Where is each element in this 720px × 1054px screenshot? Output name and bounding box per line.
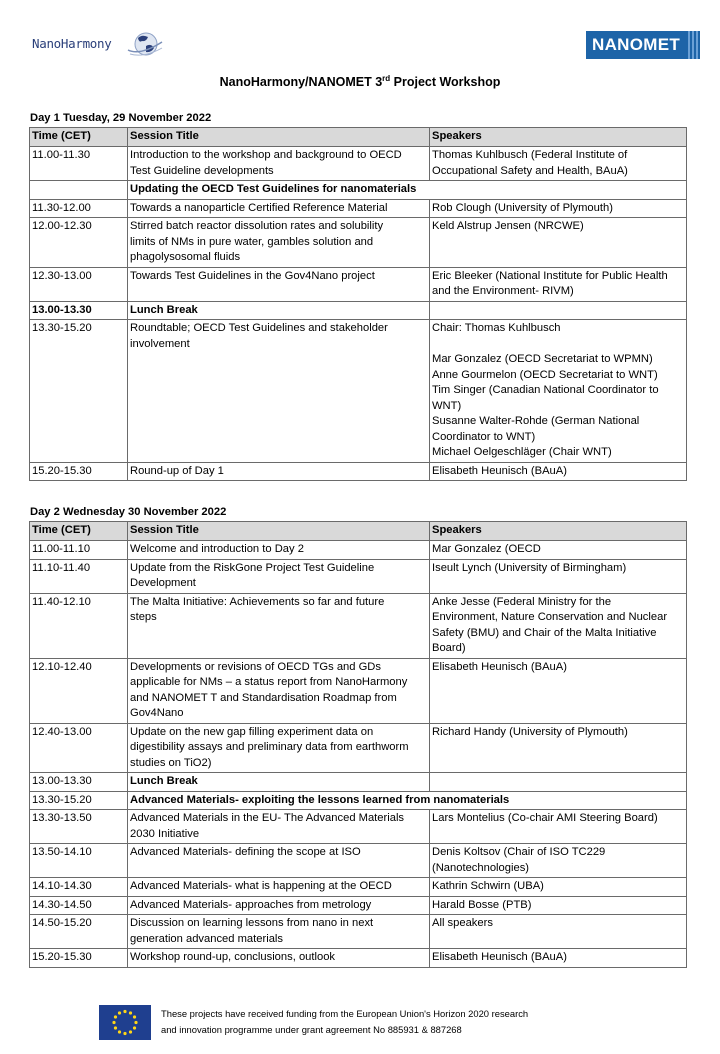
time-cell: 11.40-12.10 [30, 593, 128, 658]
eu-flag-icon [99, 1005, 151, 1040]
day2-table-body [30, 541, 687, 968]
session-line: Update from the RiskGone Project Test Guideline [130, 561, 375, 574]
session-line: The Malta Initiative: Achievements so far and future [130, 595, 385, 608]
session-cell [128, 462, 430, 481]
funding-footer [99, 1004, 659, 1044]
eu-star-icon [118, 1011, 121, 1014]
speaker-line: Elisabeth Heunisch (BAuA) [432, 464, 567, 477]
speakers-cell [430, 593, 687, 658]
session-cell [128, 773, 430, 792]
time-cell: 11.00-11.10 [30, 541, 128, 560]
session-line: Advanced Materials- approaches from metrology [130, 898, 372, 911]
session-line: Updating the OECD Test Guidelines for nanomaterials [130, 183, 417, 195]
speaker-line: WNT) [432, 399, 462, 412]
session-cell [128, 541, 430, 560]
session-line: Introduction to the workshop and background to OECD [130, 149, 402, 161]
speakers-cell [430, 320, 687, 463]
speakers-cell [430, 723, 687, 773]
day1-schedule-table [29, 127, 687, 481]
speaker-line: Eric Bleeker (National Institute for Public Health [432, 269, 668, 282]
speaker-line: Kathrin Schwirn (UBA) [432, 880, 544, 892]
speaker-line: Chair: Thomas Kuhlbusch [432, 322, 561, 334]
speaker-line: Rob Clough (University of Plymouth) [432, 201, 613, 214]
speaker-line: and the Environment- RIVM) [432, 285, 574, 297]
speaker-line: Thomas Kuhlbusch (Federal Institute of [432, 149, 628, 161]
session-line: generation advanced materials [130, 932, 283, 945]
speaker-line: Safety (BMU) and Chair of the Malta Initiative [432, 626, 657, 639]
table-row [30, 462, 687, 481]
eu-star-icon [114, 1015, 117, 1018]
speaker-line: Environment, Nature Conservation and Nuclear [432, 611, 668, 623]
time-cell: 14.30-14.50 [30, 896, 128, 915]
session-cell [128, 267, 430, 301]
speaker-line: Occupational Safety and Health, BAuA) [432, 164, 628, 177]
session-line: applicable for NMs – a status report from NanoHarmony [130, 676, 408, 688]
speaker-line: Lars Montelius (Co-chair AMI Steering Board) [432, 812, 658, 824]
footer-line-1: These projects have received funding from the European Union's Horizon 2020 research [161, 1008, 529, 1019]
session-line: Gov4Nano [130, 707, 184, 719]
speaker-line: Mar Gonzalez (OECD Secretariat to WPMN) [432, 353, 653, 365]
table-row [30, 896, 687, 915]
session-line: Towards a nanoparticle Certified Reference Material [130, 201, 388, 214]
session-line: Advanced Materials in the EU- The Advanced Materials [130, 812, 405, 824]
speakers-column-header: Speakers [430, 128, 687, 147]
session-column-header: Session Title [128, 522, 430, 541]
table-row [30, 199, 687, 218]
title-main: NanoHarmony/NANOMET 3 [219, 75, 383, 90]
table-row [30, 181, 687, 200]
speaker-line [432, 337, 684, 353]
eu-star-icon [133, 1015, 136, 1018]
speaker-line: Richard Handy (University of Plymouth) [432, 725, 628, 738]
eu-star-icon [133, 1026, 136, 1029]
time-cell: 12.40-13.00 [30, 723, 128, 773]
session-cell [128, 791, 687, 810]
session-line: and NANOMET T and Standardisation Roadmap from [130, 691, 397, 704]
time-cell: 11.10-11.40 [30, 559, 128, 593]
session-line: limits of NMs in pure water, gambles solution and [130, 235, 374, 248]
speakers-cell [430, 658, 687, 723]
session-line: Lunch Break [130, 775, 198, 787]
session-line: Developments or revisions of OECD TGs and GDs [130, 660, 381, 673]
session-line: Discussion on learning lessons from nano in next [130, 917, 374, 929]
table-row [30, 723, 687, 773]
speaker-line: Denis Koltsov (Chair of ISO TC229 [432, 846, 606, 858]
table-header-row [30, 522, 687, 541]
day2-schedule-table [29, 521, 687, 968]
session-cell [128, 559, 430, 593]
session-line: Welcome and introduction to Day 2 [130, 543, 304, 555]
session-line: Advanced Materials- exploiting the lessons learned from nanomaterials [130, 793, 510, 806]
speaker-line: Susanne Walter-Rohde (German National [432, 415, 640, 427]
speakers-column-header: Speakers [430, 522, 687, 541]
table-row [30, 915, 687, 949]
session-cell [128, 896, 430, 915]
session-line: Roundtable; OECD Test Guidelines and stakeholder [130, 322, 388, 334]
speakers-cell [430, 199, 687, 218]
page-title [0, 74, 720, 89]
eu-star-icon [129, 1011, 132, 1014]
table-row [30, 878, 687, 897]
session-line: Advanced Materials- what is happening at the OECD [130, 880, 392, 892]
session-cell [128, 218, 430, 268]
table-header-row [30, 128, 687, 147]
title-superscript: rd [382, 74, 391, 83]
session-cell [128, 949, 430, 968]
time-cell: 13.00-13.30 [30, 773, 128, 792]
title-end: Project Workshop [390, 75, 501, 90]
session-line: Round-up of Day 1 [130, 464, 224, 477]
day2-heading: Day 2 Wednesday 30 November 2022 [30, 506, 227, 518]
time-cell: 11.30-12.00 [30, 199, 128, 218]
day1-table-body [30, 147, 687, 481]
table-row [30, 147, 687, 181]
session-cell [128, 915, 430, 949]
eu-star-icon [129, 1030, 132, 1033]
table-row [30, 658, 687, 723]
session-line: Workshop round-up, conclusions, outlook [130, 951, 336, 963]
speakers-cell [430, 915, 687, 949]
table-row [30, 267, 687, 301]
speaker-line: Iseult Lynch (University of Birmingham) [432, 561, 627, 574]
speaker-line: Keld Alstrup Jensen (NRCWE) [432, 220, 584, 232]
speakers-cell [430, 878, 687, 897]
speakers-cell [430, 147, 687, 181]
session-line: phagolysosomal fluids [130, 251, 241, 263]
time-cell: 12.00-12.30 [30, 218, 128, 268]
session-cell [128, 723, 430, 773]
speakers-cell [430, 949, 687, 968]
time-cell: 13.00-13.30 [30, 301, 128, 320]
time-cell: 15.20-15.30 [30, 949, 128, 968]
time-cell: 12.10-12.40 [30, 658, 128, 723]
speaker-line: Anke Jesse (Federal Ministry for the [432, 595, 612, 608]
speaker-line: All speakers [432, 917, 493, 929]
time-cell [30, 181, 128, 200]
time-cell: 13.50-14.10 [30, 844, 128, 878]
speakers-cell [430, 773, 687, 792]
nanomet-logo-text: NANOMET [592, 35, 681, 54]
eu-star-icon [112, 1021, 115, 1024]
session-cell [128, 810, 430, 844]
table-row [30, 810, 687, 844]
footer-line-2: and innovation programme under grant agreement No 885931 & 887268 [161, 1024, 462, 1035]
time-cell: 13.30-15.20 [30, 320, 128, 463]
speaker-line: Elisabeth Heunisch (BAuA) [432, 660, 567, 673]
time-cell: 12.30-13.00 [30, 267, 128, 301]
speaker-line: Mar Gonzalez (OECD [432, 543, 541, 555]
table-row [30, 593, 687, 658]
speakers-cell [430, 218, 687, 268]
speakers-cell [430, 462, 687, 481]
time-column-header: Time (CET) [30, 128, 128, 147]
table-row [30, 773, 687, 792]
speakers-cell [430, 301, 687, 320]
time-cell: 13.30-15.20 [30, 791, 128, 810]
session-line: steps [130, 611, 157, 623]
eu-star-icon [118, 1030, 121, 1033]
nanomet-logo-stripe [686, 31, 700, 59]
time-column-header: Time (CET) [30, 522, 128, 541]
time-cell: 11.00-11.30 [30, 147, 128, 181]
session-cell [128, 593, 430, 658]
eu-star-icon [123, 1010, 126, 1013]
speaker-line: Tim Singer (Canadian National Coordinator to [432, 384, 659, 396]
table-row [30, 791, 687, 810]
speaker-line: (Nanotechnologies) [432, 861, 530, 874]
table-row [30, 301, 687, 320]
nanoharmony-logo-text: NanoHarmony [32, 36, 112, 51]
nanomet-logo [586, 31, 700, 59]
session-cell [128, 147, 430, 181]
session-line: involvement [130, 337, 190, 350]
speakers-cell [430, 844, 687, 878]
session-line: Towards Test Guidelines in the Gov4Nano project [130, 269, 375, 282]
eu-star-icon [114, 1026, 117, 1029]
table-row [30, 320, 687, 463]
session-line: Lunch Break [130, 303, 198, 316]
speaker-line: Coordinator to WNT) [432, 430, 536, 443]
time-cell: 13.30-13.50 [30, 810, 128, 844]
eu-star-icon [134, 1021, 137, 1024]
table-row [30, 949, 687, 968]
session-column-header: Session Title [128, 128, 430, 147]
speakers-cell [430, 559, 687, 593]
session-line: Stirred batch reactor dissolution rates and solubility [130, 220, 384, 232]
speaker-line: Michael Oelgeschläger (Chair WNT) [432, 446, 612, 458]
session-line: Advanced Materials- defining the scope at ISO [130, 846, 361, 858]
speakers-cell [430, 896, 687, 915]
time-cell: 14.10-14.30 [30, 878, 128, 897]
nanoharmony-logo [32, 28, 167, 60]
session-cell [128, 658, 430, 723]
table-row [30, 218, 687, 268]
day1-heading: Day 1 Tuesday, 29 November 2022 [30, 112, 212, 124]
session-line: Development [130, 577, 196, 589]
table-row [30, 559, 687, 593]
speaker-line: Anne Gourmelon (OECD Secretariat to WNT) [432, 368, 658, 381]
session-cell [128, 181, 687, 200]
speaker-line: Harald Bosse (PTB) [432, 898, 532, 911]
session-line: studies on TiO2) [130, 756, 212, 769]
session-cell [128, 320, 430, 463]
table-row [30, 844, 687, 878]
table-row [30, 541, 687, 560]
session-line: Test Guideline developments [130, 164, 274, 177]
speakers-cell [430, 541, 687, 560]
session-cell [128, 301, 430, 320]
eu-star-icon [123, 1032, 126, 1035]
time-cell: 14.50-15.20 [30, 915, 128, 949]
session-cell [128, 878, 430, 897]
speakers-cell [430, 267, 687, 301]
session-line: digestibility assays and preliminary data from earthworm [130, 741, 409, 753]
session-cell [128, 199, 430, 218]
session-line: 2030 Initiative [130, 827, 200, 840]
globe-icon [124, 28, 166, 60]
session-line: Update on the new gap filling experiment data on [130, 725, 374, 738]
speakers-cell [430, 810, 687, 844]
speaker-line: Elisabeth Heunisch (BAuA) [432, 951, 567, 963]
session-cell [128, 844, 430, 878]
time-cell: 15.20-15.30 [30, 462, 128, 481]
speaker-line: Board) [432, 642, 466, 654]
